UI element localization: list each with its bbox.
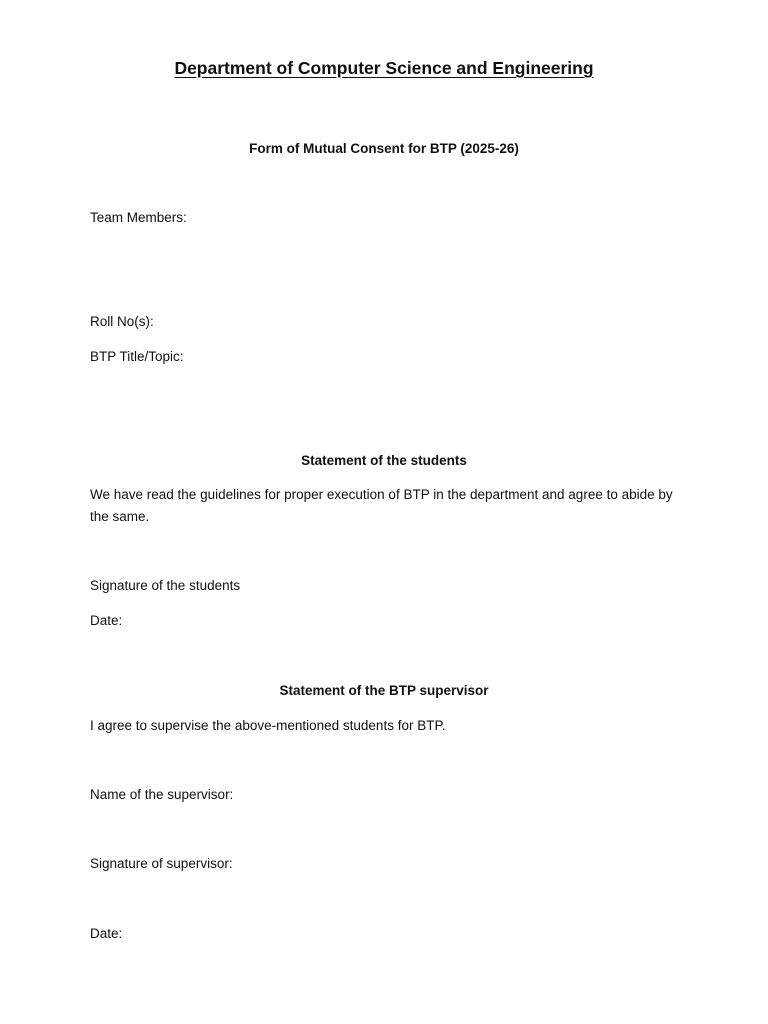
form-title: Form of Mutual Consent for BTP (2025-26) — [249, 141, 519, 156]
supervisor-name-label: Name of the supervisor: — [90, 787, 234, 802]
students-date-label: Date: — [90, 613, 123, 628]
btp-title-label: BTP Title/Topic: — [90, 349, 184, 364]
supervisor-signature-label: Signature of supervisor: — [90, 856, 233, 871]
supervisor-statement-heading: Statement of the BTP supervisor — [279, 683, 489, 698]
students-signature-label: Signature of the students — [90, 578, 241, 593]
students-statement-heading: Statement of the students — [301, 453, 467, 468]
team-members-label: Team Members: — [90, 210, 187, 225]
roll-no-label: Roll No(s): — [90, 314, 154, 329]
students-statement-text: We have read the guidelines for proper execution of BTP in the department and agree to abide by the same. — [90, 487, 673, 524]
department-title: Department of Computer Science and Engineering — [174, 58, 594, 78]
supervisor-statement-text: I agree to supervise the above-mentioned students for BTP. — [90, 718, 446, 733]
supervisor-date-label: Date: — [90, 926, 123, 941]
